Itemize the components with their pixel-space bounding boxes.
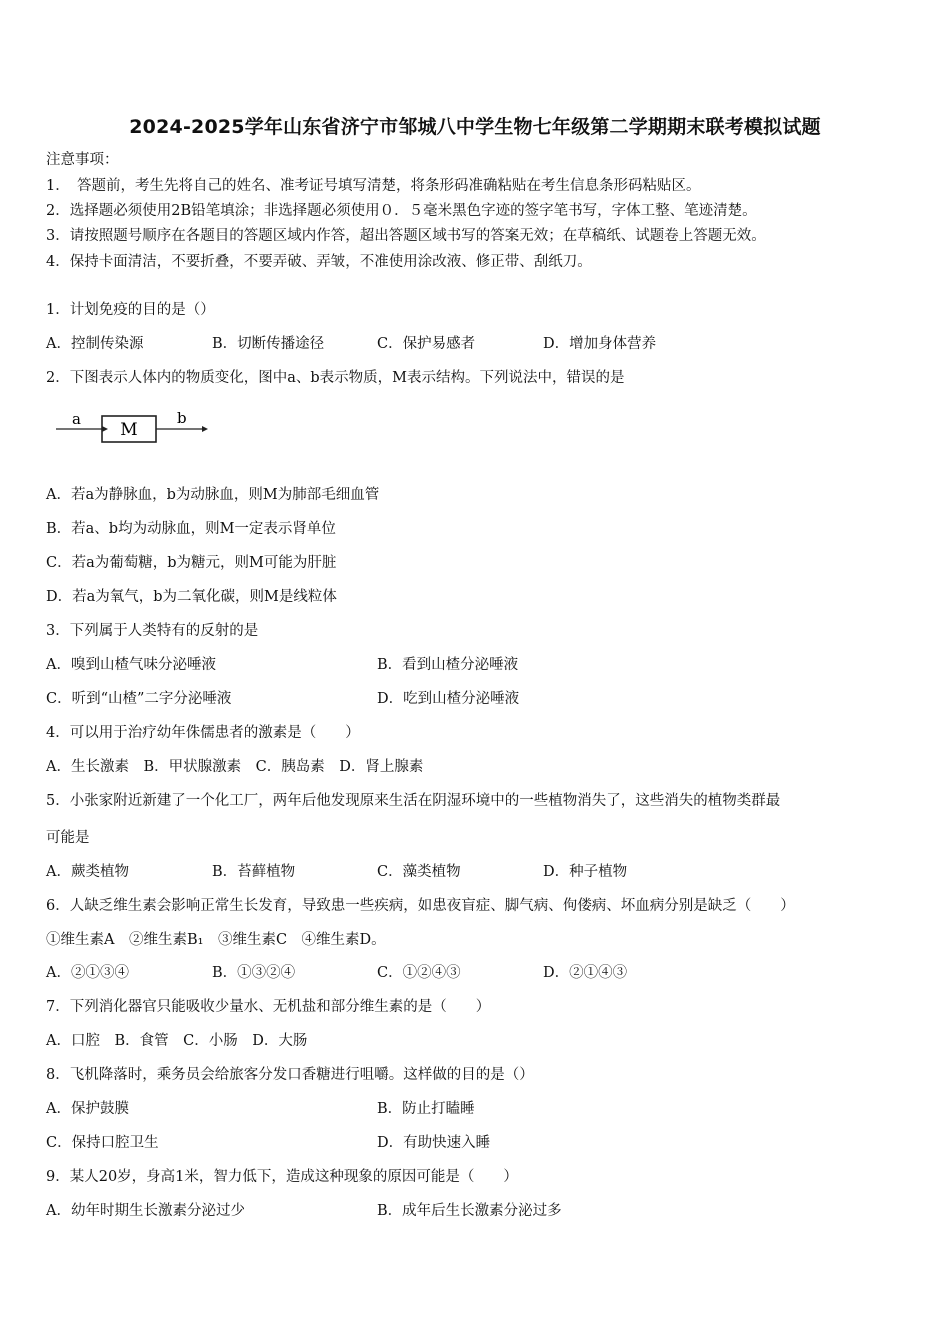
q9-option-b[interactable]: B．成年后生长激素分泌过多 — [377, 1203, 562, 1219]
label-a: a — [72, 410, 81, 428]
q8-option-b[interactable]: B．防止打瞌睡 — [377, 1101, 475, 1117]
question-5-stem-cont: 可能是 — [46, 830, 90, 846]
question-6-stem: 6．人缺乏维生素会影响正常生长发育，导致患一些疾病，如患夜盲症、脚气病、佝偻病、坏血病分别是缺乏（ ） — [46, 898, 795, 914]
q1-option-c[interactable]: C．保护易感者 — [377, 336, 476, 352]
q8-option-d[interactable]: D．有助快速入睡 — [377, 1135, 491, 1151]
q3-option-c[interactable]: C．听到“山楂”二字分泌唾液 — [46, 691, 232, 707]
q1-option-b[interactable]: B．切断传播途径 — [212, 336, 325, 352]
q2-option-d[interactable]: D．若a为氧气，b为二氧化碳，则M是线粒体 — [46, 589, 337, 605]
q5-option-d[interactable]: D．种子植物 — [543, 864, 628, 880]
arrow-b-head — [202, 426, 208, 432]
q9-option-a[interactable]: A．幼年时期生长激素分泌过少 — [46, 1203, 245, 1219]
q5-option-a[interactable]: A．蕨类植物 — [46, 864, 129, 880]
question-9-stem: 9．某人20岁，身高1米，智力低下，造成这种现象的原因可能是（ ） — [46, 1169, 518, 1185]
q1-option-d[interactable]: D．增加身体营养 — [543, 336, 657, 352]
q6-option-b[interactable]: B．①③②④ — [212, 965, 296, 981]
page-title: 2024-2025学年山东省济宁市邹城八中学生物七年级第二学期期末联考模拟试题 — [129, 116, 821, 138]
q2-option-c[interactable]: C．若a为葡萄糖，b为糖元，则M可能为肝脏 — [46, 555, 337, 571]
q8-option-c[interactable]: C．保持口腔卫生 — [46, 1135, 159, 1151]
question-5-stem: 5．小张家附近新建了一个化工厂，两年后他发现原来生活在阴湿环境中的一些植物消失了，这些消失的植物类群最 — [46, 793, 781, 809]
question-1-stem: 1．计划免疫的目的是（） — [46, 302, 215, 318]
notice-item: 1． 答题前，考生先将自己的姓名、准考证号填写清楚，将条形码准确粘贴在考生信息条形码粘贴区。 — [46, 178, 701, 194]
q1-option-a[interactable]: A．控制传染源 — [46, 336, 144, 352]
notice-heading: 注意事项： — [46, 152, 119, 168]
q5-option-c[interactable]: C．藻类植物 — [377, 864, 461, 880]
question-4-stem: 4．可以用于治疗幼年侏儒患者的激素是（ ） — [46, 725, 360, 741]
process-diagram — [44, 404, 219, 458]
q2-option-a[interactable]: A．若a为静脉血，b为动脉血，则M为肺部毛细血管 — [46, 487, 380, 503]
notice-item: 2．选择题必须使用2B铅笔填涂；非选择题必须使用０．５毫米黑色字迹的签字笔书写，字体工整、笔迹清楚。 — [46, 203, 757, 219]
q4-options[interactable]: A．生长激素 B．甲状腺激素 C．胰岛素 D．肾上腺素 — [46, 759, 424, 775]
question-8-stem: 8．飞机降落时，乘务员会给旅客分发口香糖进行咀嚼。这样做的目的是（） — [46, 1067, 534, 1083]
question-6-items: ①维生素A ②维生素B₁ ③维生素C ④维生素D。 — [46, 932, 386, 948]
q3-option-d[interactable]: D．吃到山楂分泌唾液 — [377, 691, 520, 707]
q2-option-b[interactable]: B．若a、b均为动脉血，则M一定表示肾单位 — [46, 521, 336, 537]
q7-options[interactable]: A．口腔 B．食管 C．小肠 D．大肠 — [46, 1033, 308, 1049]
q6-option-d[interactable]: D．②①④③ — [543, 965, 628, 981]
question-7-stem: 7．下列消化器官只能吸收少量水、无机盐和部分维生素的是（ ） — [46, 999, 491, 1015]
label-m: M — [120, 420, 138, 440]
q3-option-a[interactable]: A．嗅到山楂气味分泌唾液 — [46, 657, 216, 673]
q6-option-a[interactable]: A．②①③④ — [46, 965, 129, 981]
label-b: b — [177, 409, 187, 427]
q5-option-b[interactable]: B．苔藓植物 — [212, 864, 296, 880]
notice-item: 4．保持卡面清洁，不要折叠，不要弄破、弄皱，不准使用涂改液、修正带、刮纸刀。 — [46, 254, 592, 270]
question-3-stem: 3．下列属于人类特有的反射的是 — [46, 623, 259, 639]
question-2-stem: 2．下图表示人体内的物质变化，图中a、b表示物质，M表示结构。下列说法中，错误的是 — [46, 370, 625, 386]
q6-option-c[interactable]: C．①②④③ — [377, 965, 461, 981]
arrow-a-head — [102, 426, 108, 432]
q8-option-a[interactable]: A．保护鼓膜 — [46, 1101, 129, 1117]
notice-item: 3．请按照题号顺序在各题目的答题区域内作答，超出答题区域书写的答案无效；在草稿纸、试题卷上答题无效。 — [46, 228, 766, 244]
q3-option-b[interactable]: B．看到山楂分泌唾液 — [377, 657, 519, 673]
